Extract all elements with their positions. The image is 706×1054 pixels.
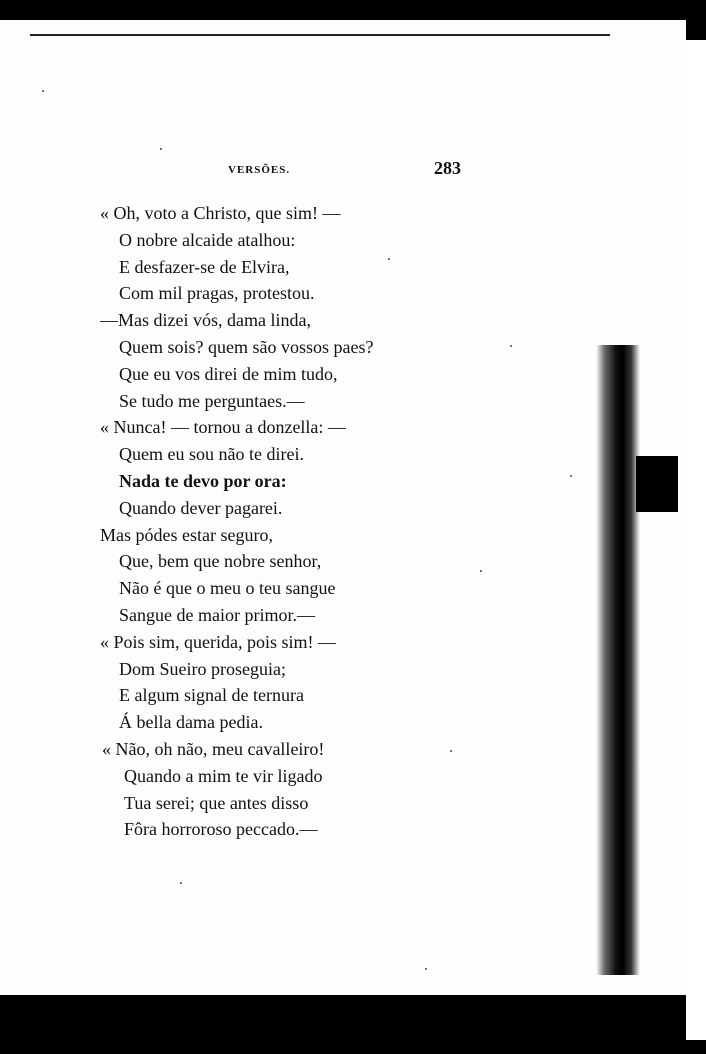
poem-line: Tua serei; que antes disso	[124, 792, 309, 813]
poem-line: —Mas dizei vós, dama linda,	[100, 310, 311, 331]
poem-line: Fôra horroroso peccado.—	[124, 819, 318, 840]
ink-speck	[425, 968, 427, 970]
right-margin	[686, 40, 706, 1040]
poem-line: « Nunca! — tornou a donzella: —	[100, 417, 346, 438]
poem-line: « Pois sim, querida, pois sim! —	[100, 631, 337, 652]
poem-line: Não é que o meu o teu sangue	[119, 578, 336, 599]
top-rule	[30, 34, 610, 36]
poem-line: E desfazer-se de Elvira,	[119, 256, 290, 277]
poem	[100, 200, 440, 843]
ink-speck	[160, 148, 162, 150]
poem-line: Nada te devo por ora:	[119, 470, 287, 491]
poem-line: Á bella dama pedia.	[119, 712, 263, 733]
poem-line: Se tudo me perguntaes.—	[119, 390, 305, 411]
poem-line: « Não, oh não, meu cavalleiro!	[102, 738, 325, 759]
poem-line: Quem sois? quem são vossos paes?	[119, 336, 374, 357]
poem-line: O nobre alcaide atalhou:	[119, 229, 296, 250]
binding-tab	[636, 456, 678, 512]
poem-line: Que, bem que nobre senhor,	[119, 551, 322, 572]
poem-line: Quem eu sou não te direi.	[119, 444, 304, 465]
poem-line: Dom Sueiro proseguia;	[119, 658, 286, 679]
poem-line: Quando dever pagarei.	[119, 497, 283, 518]
poem-line: Mas pódes estar seguro,	[100, 524, 273, 545]
ink-speck	[180, 882, 182, 884]
poem-line: Que eu vos direi de mim tudo,	[119, 363, 338, 384]
poem-line: E algum signal de ternura	[119, 685, 304, 706]
ink-speck	[480, 570, 482, 572]
ink-speck	[388, 258, 390, 260]
ink-speck	[42, 90, 44, 92]
book-page	[0, 20, 686, 995]
page-number: 283	[434, 158, 461, 178]
binding-shadow	[596, 345, 640, 975]
ink-speck	[570, 475, 572, 477]
poem-line: « Oh, voto a Christo, que sim! —	[100, 203, 341, 223]
running-head: VERSÕES.	[228, 164, 291, 176]
poem-line: Sangue de maior primor.—	[119, 604, 315, 625]
poem-line: Quando a mim te vir ligado	[124, 765, 323, 786]
ink-speck	[450, 750, 452, 752]
poem-line: Com mil pragas, protestou.	[119, 283, 315, 304]
ink-speck	[510, 345, 512, 347]
